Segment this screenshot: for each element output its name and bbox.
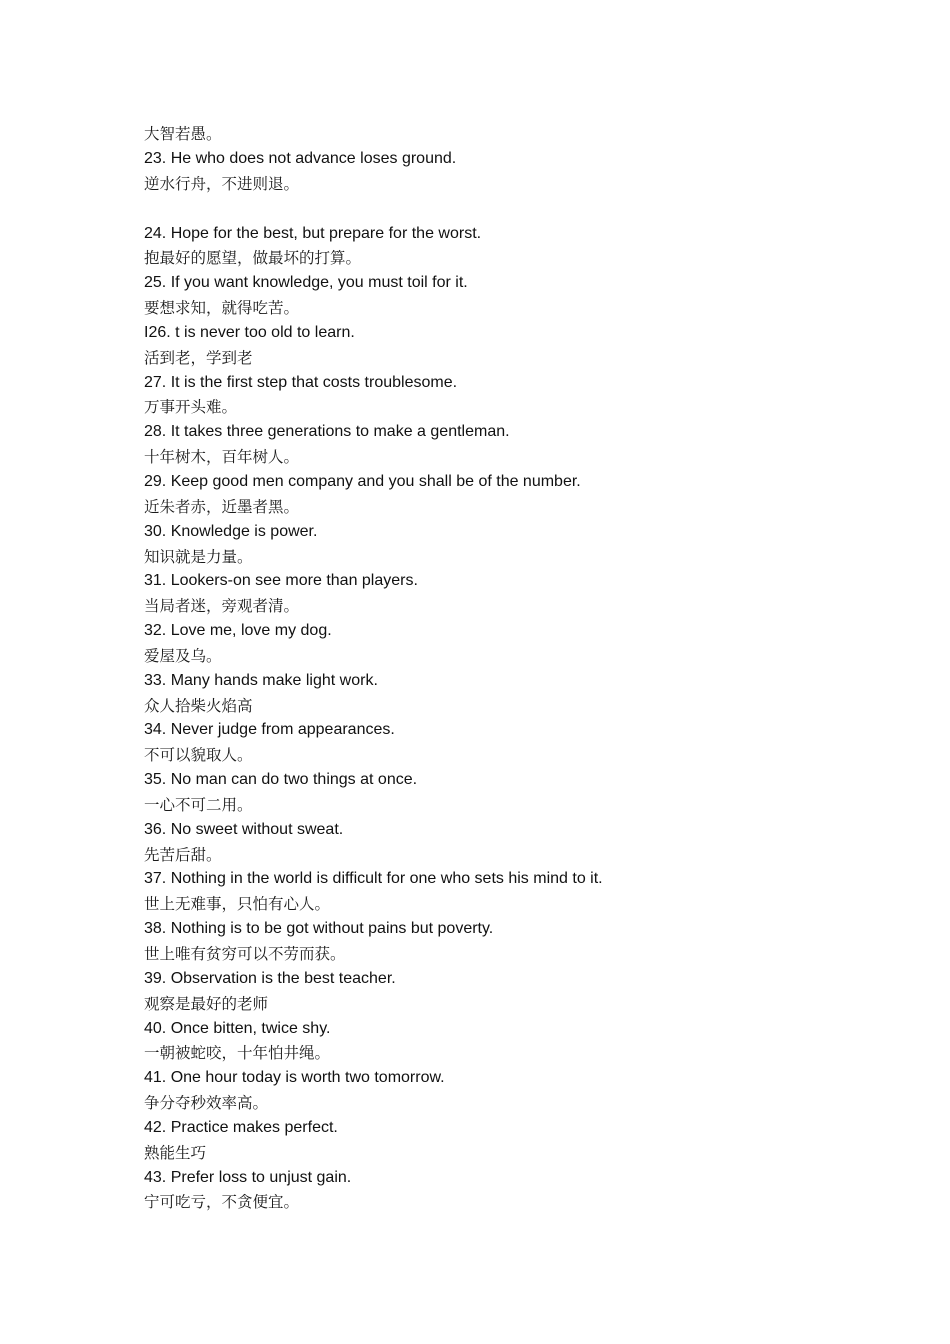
- proverb-english: I26. t is never too old to learn.: [144, 323, 355, 341]
- proverb-english: 35. No man can do two things at once.: [144, 771, 418, 789]
- proverb-chinese: 争分夺秒效率高。: [144, 1094, 269, 1113]
- proverb-english: 33. Many hands make light work.: [144, 671, 378, 689]
- proverb-chinese: 世上无难事，只怕有心人。: [144, 895, 331, 914]
- proverb-chinese: 众人拾柴火焰高: [144, 696, 253, 715]
- proverb-chinese: 近朱者赤，近墨者黑。: [144, 497, 300, 516]
- proverb-english: 28. It takes three generations to make a gentleman.: [144, 423, 510, 441]
- proverb-english: 30. Knowledge is power.: [144, 522, 318, 540]
- proverb-english: 34. Never judge from appearances.: [144, 721, 395, 739]
- proverb-english: 42. Practice makes perfect.: [144, 1118, 338, 1136]
- proverb-chinese: 一朝被蛇咬，十年怕井绳。: [144, 1044, 331, 1063]
- proverb-english: 27. It is the first step that costs troublesome.: [144, 373, 458, 391]
- proverb-chinese: 十年树木，百年树人。: [144, 448, 300, 467]
- proverb-english: 36. No sweet without sweat.: [144, 820, 344, 838]
- proverb-chinese: 逆水行舟，不进则退。: [144, 174, 300, 193]
- proverb-chinese: 抱最好的愿望，做最坏的打算。: [144, 249, 362, 268]
- proverb-english: 41. One hour today is worth two tomorrow.: [144, 1069, 445, 1087]
- proverb-chinese: 一心不可二用。: [144, 795, 253, 814]
- proverb-english: 38. Nothing is to be got without pains but poverty.: [144, 920, 494, 938]
- proverb-chinese: 知识就是力量。: [144, 547, 253, 566]
- proverb-chinese: 熟能生巧: [144, 1143, 207, 1162]
- proverb-chinese: 当局者迷，旁观者清。: [144, 597, 300, 616]
- proverb-english: 37. Nothing in the world is difficult for one who sets his mind to it.: [144, 870, 603, 888]
- proverb-english: 25. If you want knowledge, you must toil for it.: [144, 274, 468, 292]
- proverb-english: 40. Once bitten, twice shy.: [144, 1019, 331, 1037]
- proverb-chinese: 大智若愚。: [144, 125, 222, 143]
- proverb-chinese: 宁可吃亏，不贪便宜。: [144, 1193, 300, 1212]
- proverb-chinese: 世上唯有贫穷可以不劳而获。: [144, 945, 346, 963]
- proverb-english: 32. Love me, love my dog.: [144, 622, 332, 640]
- proverb-chinese: 万事开头难。: [144, 398, 238, 417]
- document-page: [144, 122, 904, 1215]
- proverb-chinese: 要想求知，就得吃苦。: [144, 299, 300, 318]
- proverb-english: 39. Observation is the best teacher.: [144, 969, 396, 987]
- proverb-english: 23. He who does not advance loses ground.: [144, 149, 457, 167]
- proverb-chinese: 先苦后甜。: [144, 845, 222, 864]
- proverb-chinese: 爱屋及乌。: [144, 646, 222, 665]
- proverb-chinese: 观察是最好的老师: [144, 994, 269, 1013]
- proverb-english: 24. Hope for the best, but prepare for the worst.: [144, 224, 482, 242]
- proverb-english: 29. Keep good men company and you shall be of the number.: [144, 472, 581, 490]
- proverb-english: 43. Prefer loss to unjust gain.: [144, 1168, 352, 1186]
- proverb-chinese: 活到老，学到老: [144, 348, 253, 367]
- proverb-english: 31. Lookers-on see more than players.: [144, 572, 418, 590]
- proverb-chinese: 不可以貌取人。: [144, 746, 253, 765]
- blank-line: [144, 197, 904, 222]
